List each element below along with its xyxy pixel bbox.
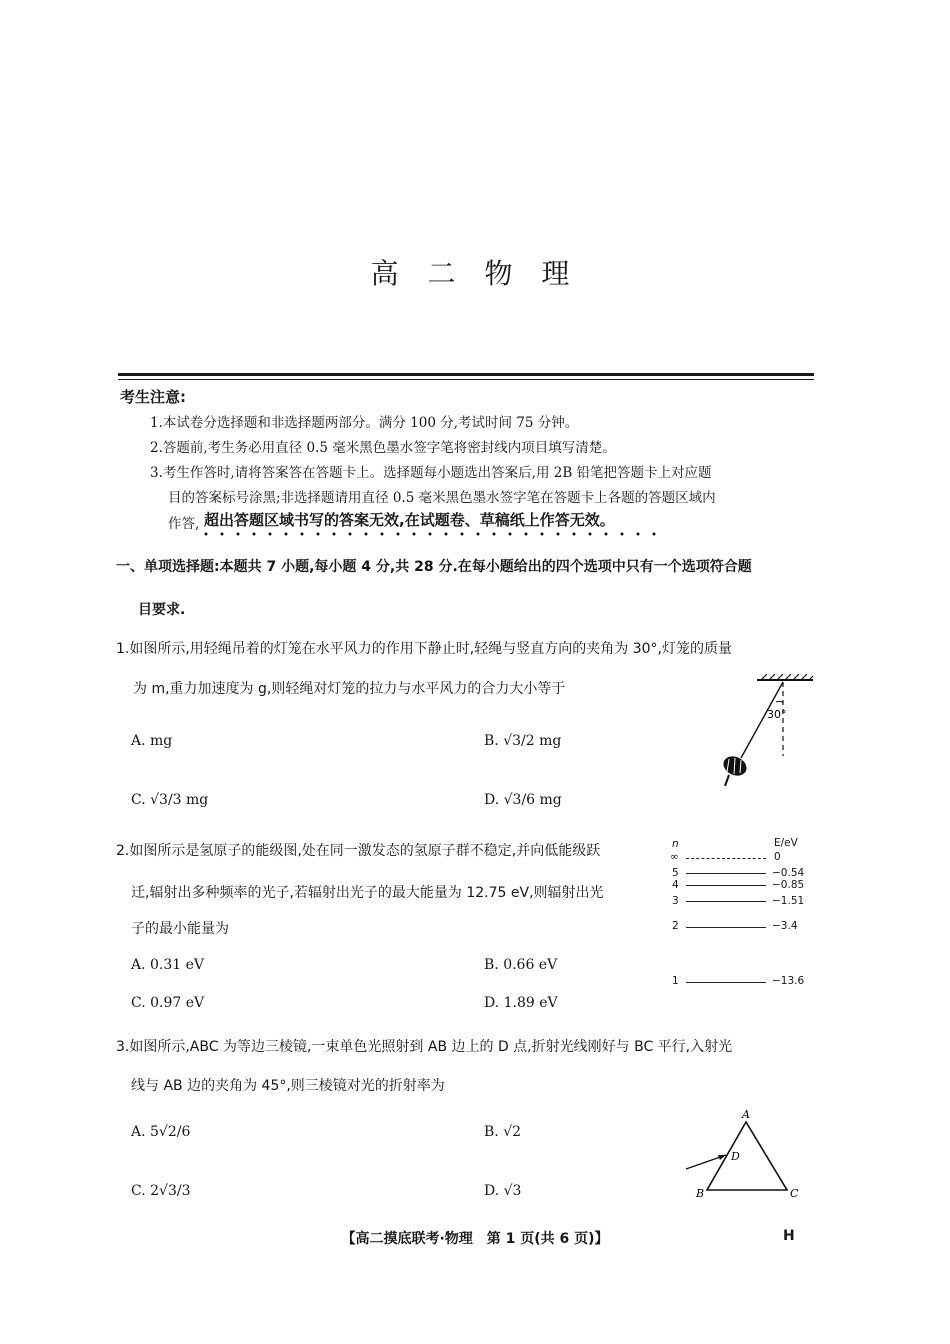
q1-option-a: A. mg [131,733,173,749]
level-line-1 [686,982,766,983]
n-axis-label: n [672,838,679,850]
level-e-3: −1.51 [772,895,805,907]
level-line-3 [686,901,766,902]
notice-rule-thin [118,379,814,380]
level-line-inf [686,858,766,859]
notice-rule-thick [118,373,814,376]
q2-option-b: B. 0.66 eV [484,957,558,973]
level-e-1: −13.6 [772,975,805,987]
level-n-4: 4 [672,879,679,891]
q2-stem-line2: 迁,辐射出多种频率的光子,若辐射出光子的最大能量为 12.75 eV,则辐射出光 [131,885,604,901]
q3-option-c: C. 2√3/3 [131,1183,191,1199]
angle-arc [776,701,783,703]
level-n-inf: ∞ [670,851,679,863]
angle-label: 30° [767,708,787,721]
level-n-1: 1 [672,975,679,987]
point-d-label: D [731,1150,740,1163]
notice-item-2: 2.答题前,考生务必用直径 0.5 毫米黑色墨水签字笔将密封线内项目填写清楚。 [150,440,616,456]
lantern-tassel [725,775,729,786]
q2-stem-line3: 子的最小能量为 [131,921,229,937]
vertex-b-label: B [696,1187,705,1200]
notice-item-3-end: 作答, [168,516,200,532]
notice-heading: 考生注意: [120,388,186,406]
q2-option-d: D. 1.89 eV [484,995,558,1011]
level-n-3: 3 [672,895,679,907]
q1-option-d: D. √3/6 mg [484,792,562,808]
q3-option-d: D. √3 [484,1183,522,1199]
q1-option-b: B. √3/2 mg [484,733,562,749]
section-heading: 一、单项选择题:本题共 7 小题,每小题 4 分,共 28 分.在每小题给出的四个选项中只有一个选项符合题 [116,559,752,575]
emphasis-dots [198,532,668,536]
energy-axis-label: E/eV [774,837,798,849]
footer-page-info: 【高二摸底联考·物理 第 1 页(共 6 页)】 [341,1231,609,1247]
q1-stem-line1: 1.如图所示,用轻绳吊着的灯笼在水平风力的作用下静止时,轻绳与竖直方向的夹角为 30°,灯笼的质量 [116,641,732,657]
q3-stem-line2: 线与 AB 边的夹角为 45°,则三棱镜对光的折射率为 [131,1078,445,1094]
prism-figure [680,1108,810,1208]
level-e-2: −3.4 [772,920,798,932]
vertex-c-label: C [790,1187,799,1200]
q2-option-c: C. 0.97 eV [131,995,205,1011]
q1-option-c: C. √3/3 mg [131,792,209,808]
page-title: 高 二 物 理 [370,257,580,290]
q2-option-a: A. 0.31 eV [131,957,205,973]
notice-item-3: 3.考生作答时,请将答案答在答题卡上。选择题每小题选出答案后,用 2B 铅笔把答题卡上对应题 [150,465,712,481]
vertex-a-label: A [742,1108,750,1121]
q1-stem-line2: 为 m,重力加速度为 g,则轻绳对灯笼的拉力与水平风力的合力大小等于 [133,681,566,697]
q3-option-b: B. √2 [484,1124,522,1140]
q3-stem-line1: 3.如图所示,ABC 为等边三棱镜,一束单色光照射到 AB 边上的 D 点,折射光线刚好与 BC 平行,入射光 [116,1039,733,1055]
q2-stem-line1: 2.如图所示是氢原子的能级图,处在同一激发态的氢原子群不稳定,并向低能级跃 [116,843,601,859]
lantern-figure [715,672,825,792]
level-line-5 [686,873,766,874]
q3-option-a: A. 5√2/6 [131,1124,191,1140]
level-line-2 [686,927,766,928]
level-n-5: 5 [672,867,679,879]
notice-emphasis: 超出答题区域书写的答案无效,在试题卷、草稿纸上作答无效。 [204,511,615,529]
level-e-inf: 0 [774,851,781,863]
level-e-4: −0.85 [772,879,805,891]
level-n-2: 2 [672,920,679,932]
footer-version: H [783,1228,795,1244]
notice-item-1: 1.本试卷分选择题和非选择题两部分。满分 100 分,考试时间 75 分钟。 [150,415,579,431]
section-heading-cont: 目要求. [138,602,186,618]
level-line-4 [686,885,766,886]
level-e-5: −0.54 [772,867,805,879]
notice-item-3-cont: 目的答案标号涂黑;非选择题请用直径 0.5 毫米黑色墨水签字笔在答题卡上各题的答题区域内 [168,490,716,506]
